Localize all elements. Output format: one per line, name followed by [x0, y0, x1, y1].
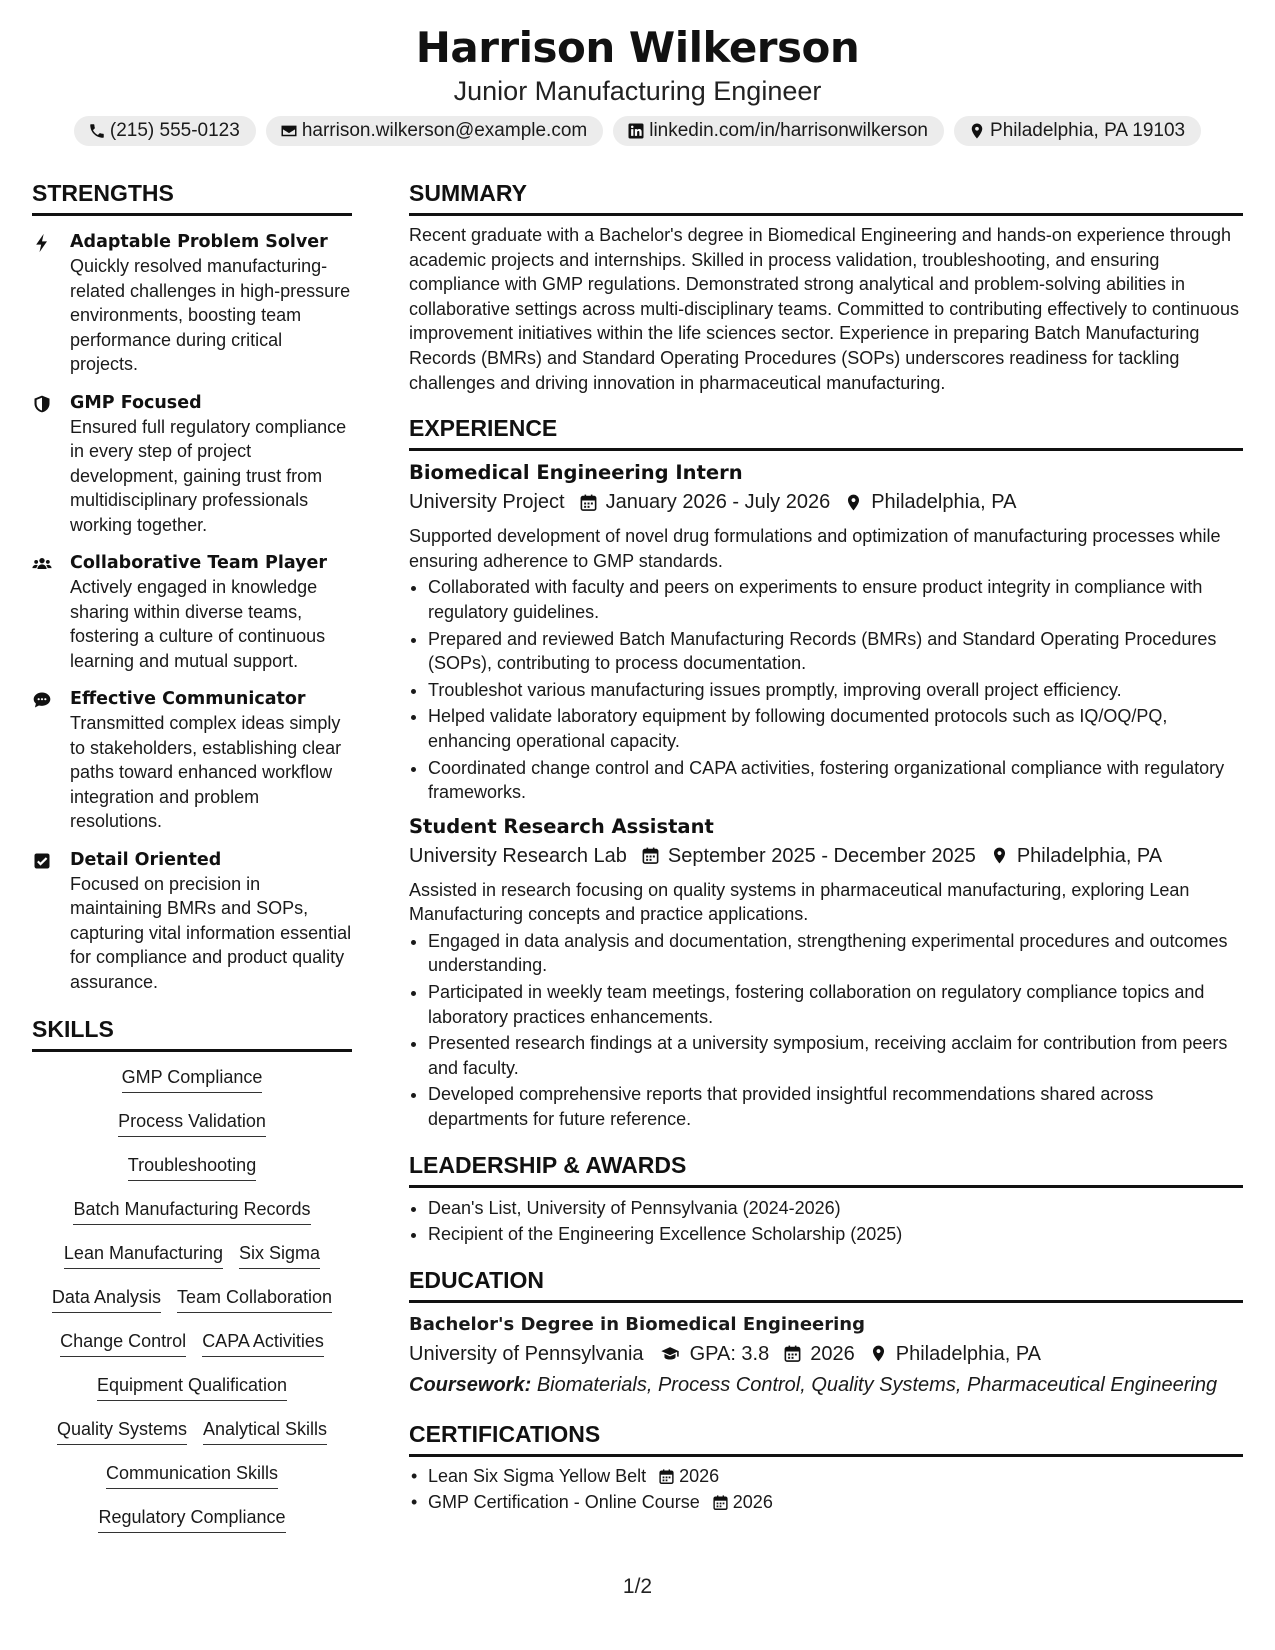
contact-location — [954, 116, 1201, 146]
skill-tag: Regulatory Compliance — [98, 1506, 285, 1533]
job-dates: September 2025 - December 2025 — [667, 844, 976, 867]
leadership-list — [409, 1196, 1243, 1247]
job-description: Supported development of novel drug formulations and optimization of manufacturing processes while ensuring adherence to GMP standards. — [409, 526, 1221, 571]
strength-desc: Quickly resolved manufacturing-related challenges in high-pressure environments, boosting team performance during critical projects. — [70, 256, 351, 374]
strength-title: Detail Oriented — [70, 849, 222, 870]
speech-bubble-icon — [32, 690, 52, 710]
map-pin-icon — [990, 846, 1009, 865]
skills-row — [36, 1110, 348, 1137]
linkedin-icon — [627, 122, 645, 140]
skills-row — [36, 1198, 348, 1225]
skill-tag: Batch Manufacturing Records — [73, 1198, 310, 1225]
contact-email-text: harrison.wilkerson@example.com — [301, 120, 588, 141]
candidate-title: Junior Manufacturing Engineer — [453, 76, 822, 106]
skill-tag: Troubleshooting — [128, 1154, 256, 1181]
coursework-label: Coursework: — [409, 1373, 532, 1396]
envelope-icon — [280, 122, 298, 140]
contact-linkedin-text: linkedin.com/in/harrisonwilkerson — [649, 120, 929, 141]
map-pin-icon — [869, 1344, 888, 1363]
job-bullet: • Engaged in data analysis and documentation, strengthening experimental procedures and outcomes understanding. — [428, 929, 1243, 978]
skills-heading: SKILLS — [32, 1014, 352, 1052]
strengths-section — [32, 178, 352, 994]
resume-header — [0, 22, 1275, 146]
job-description: Assisted in research focusing on quality systems in pharmaceutical manufacturing, exploring Lean Manufacturing concepts and practice applications. — [409, 879, 1190, 925]
skills-row — [36, 1154, 348, 1181]
summary-heading: SUMMARY — [409, 178, 1243, 216]
job-title: Student Research Assistant — [409, 814, 714, 838]
calendar-icon — [658, 1468, 675, 1485]
skills-row — [36, 1418, 348, 1445]
calendar-icon — [641, 846, 660, 865]
job-bullet: • Developed comprehensive reports that provided insightful recommendations shared across departments for future reference. — [428, 1082, 1243, 1131]
skills-list — [32, 1066, 352, 1533]
skill-tag: Change Control — [60, 1330, 186, 1357]
education-meta — [409, 1340, 1243, 1368]
job-bullet: • Coordinated change control and CAPA activities, fostering organizational compliance with regulatory frameworks. — [428, 756, 1243, 805]
strength-title: Collaborative Team Player — [70, 553, 328, 573]
education-heading: EDUCATION — [409, 1265, 1243, 1303]
skills-row — [36, 1506, 348, 1533]
strength-desc: Actively engaged in knowledge sharing within diverse teams, fostering a culture of continuous learning and mutual support. — [70, 577, 326, 671]
strength-desc: Transmitted complex ideas simply to stakeholders, establishing clear paths toward enhanced workflow integration and problem resolutions. — [70, 713, 342, 831]
strength-desc: Focused on precision in maintaining BMRs and SOPs, capturing vital information essential for compliance and product quality assurance. — [70, 873, 352, 992]
summary-text: Recent graduate with a Bachelor's degree in Biomedical Engineering and hands-on experience through academic projects and internships. Skilled in process validation, troubleshooting, and ensuring compliance with GMP regulations. Demonstrated strong analytical and problem-solving abilities in collaborative settings across multi-disciplinary teams. Committed to contributing effectively to continuous improvement initiatives within the life sciences sector. Experience in preparing Batch Manufacturing Records (BMRs) and Standard Operating Procedures (SOPs) underscores readiness for tackling challenges and driving innovation in pharmaceutical manufacturing. — [409, 225, 1240, 393]
contact-phone-text: (215) 555-0123 — [109, 120, 240, 141]
contact-phone[interactable] — [74, 116, 256, 146]
candidate-name: Harrison Wilkerson — [415, 23, 860, 72]
certification-name: • Lean Six Sigma Yellow Belt — [428, 1465, 647, 1486]
calendar-icon — [579, 493, 598, 512]
job-dates: January 2026 - July 2026 — [605, 491, 831, 514]
certifications-section — [409, 1419, 1243, 1515]
job-bullet: • Participated in weekly team meetings, fostering collaboration on regulatory compliance topics and laboratory practices enhancements. — [428, 980, 1243, 1029]
experience-heading: EXPERIENCE — [409, 413, 1243, 451]
calendar-icon — [712, 1494, 729, 1511]
contact-location-text: Philadelphia, PA 19103 — [990, 120, 1186, 141]
skill-tag: Team Collaboration — [177, 1286, 332, 1313]
strength-desc: Ensured full regulatory compliance in every step of project development, gaining trust from multidisciplinary professionals working together. — [70, 416, 347, 535]
strength-item — [32, 848, 352, 995]
certification-name: • GMP Certification - Online Course — [428, 1492, 700, 1513]
job-bullet: • Prepared and reviewed Batch Manufacturing Records (BMRs) and Standard Operating Procedures (SOPs), contributing to process documentation. — [428, 627, 1243, 676]
strength-item — [32, 687, 352, 834]
certifications-heading: CERTIFICATIONS — [409, 1419, 1243, 1457]
skills-row — [36, 1286, 348, 1313]
job-bullet: • Troubleshot various manufacturing issues promptly, improving overall project efficiency. — [428, 678, 1243, 703]
skill-tag: CAPA Activities — [202, 1330, 324, 1357]
job-entry — [409, 814, 1243, 1132]
skills-row — [36, 1330, 348, 1357]
graduation-cap-icon — [658, 1344, 682, 1363]
job-location: Philadelphia, PA — [871, 491, 1017, 514]
skills-row — [36, 1462, 348, 1489]
job-org: University Project — [409, 491, 565, 514]
strength-item — [32, 230, 352, 377]
certification-year: 2026 — [679, 1465, 720, 1486]
skills-row — [36, 1242, 348, 1269]
job-bullet: • Presented research findings at a university symposium, receiving acclaim for contribution from peers and faculty. — [428, 1031, 1243, 1080]
coursework — [409, 1371, 1243, 1399]
shield-icon — [32, 394, 52, 414]
skills-row — [36, 1066, 348, 1093]
leadership-section — [409, 1150, 1243, 1247]
certification-item — [428, 1490, 1243, 1515]
contact-linkedin[interactable] — [613, 116, 944, 146]
right-column — [409, 178, 1243, 1515]
education-section — [409, 1265, 1243, 1399]
skills-row — [36, 1374, 348, 1401]
job-meta — [409, 842, 1243, 870]
job-title: Biomedical Engineering Intern — [409, 461, 743, 485]
strength-title: GMP Focused — [70, 392, 202, 413]
skill-tag: Process Validation — [118, 1110, 266, 1137]
summary-section — [409, 178, 1243, 395]
school-location: Philadelphia, PA — [895, 1342, 1042, 1365]
skill-tag: Lean Manufacturing — [64, 1242, 223, 1269]
job-bullet: • Collaborated with faculty and peers on experiments to ensure product integrity in compliance with regulatory guidelines. — [428, 575, 1243, 624]
left-column — [32, 178, 352, 1550]
strength-item — [32, 551, 352, 673]
leadership-heading: LEADERSHIP & AWARDS — [409, 1150, 1243, 1188]
job-org: University Research Lab — [409, 844, 627, 867]
skill-tag: Data Analysis — [52, 1286, 161, 1313]
skill-tag: Six Sigma — [239, 1242, 320, 1269]
certification-item — [428, 1464, 1243, 1489]
strength-title: Effective Communicator — [70, 689, 306, 709]
strength-title: Adaptable Problem Solver — [70, 232, 328, 252]
coursework-list: Biomaterials, Process Control, Quality Systems, Pharmaceutical Engineering — [536, 1373, 1218, 1396]
skill-tag: Quality Systems — [57, 1418, 187, 1445]
skills-section — [32, 1014, 352, 1533]
map-pin-icon — [968, 122, 986, 140]
strength-item — [32, 391, 352, 538]
skill-tag: GMP Compliance — [122, 1066, 263, 1093]
lightning-bolt-icon — [32, 233, 52, 253]
phone-icon — [88, 122, 106, 140]
page-number: 1/2 — [622, 1575, 653, 1598]
experience-section — [409, 413, 1243, 1131]
skill-tag: Communication Skills — [106, 1462, 278, 1489]
job-bullet: • Helped validate laboratory equipment by following documented protocols such as IQ/OQ/PQ, enhancing operational capacity. — [428, 704, 1243, 753]
users-icon — [32, 554, 52, 574]
job-bullets — [409, 929, 1243, 1132]
skill-tag: Analytical Skills — [203, 1418, 327, 1445]
graduation-year: 2026 — [810, 1342, 855, 1365]
contact-email[interactable] — [266, 116, 603, 146]
job-entry — [409, 460, 1243, 805]
skill-tag: Equipment Qualification — [97, 1374, 287, 1401]
strengths-heading: STRENGTHS — [32, 178, 352, 216]
award-item: • Recipient of the Engineering Excellence Scholarship (2025) — [428, 1222, 1243, 1247]
school-name: University of Pennsylvania — [409, 1342, 644, 1365]
award-item: • Dean's List, University of Pennsylvania (2024-2026) — [428, 1196, 1243, 1221]
job-location: Philadelphia, PA — [1016, 844, 1163, 867]
contact-bar — [0, 116, 1275, 146]
gpa: GPA: 3.8 — [689, 1342, 770, 1365]
certification-year: 2026 — [732, 1492, 773, 1513]
certifications-list — [409, 1464, 1243, 1515]
calendar-icon — [783, 1344, 802, 1363]
map-pin-icon — [844, 493, 863, 512]
job-meta — [409, 488, 1243, 516]
degree-title: Bachelor's Degree in Biomedical Engineering — [409, 1313, 865, 1335]
job-bullets — [409, 575, 1243, 804]
checkbox-icon — [32, 851, 52, 871]
